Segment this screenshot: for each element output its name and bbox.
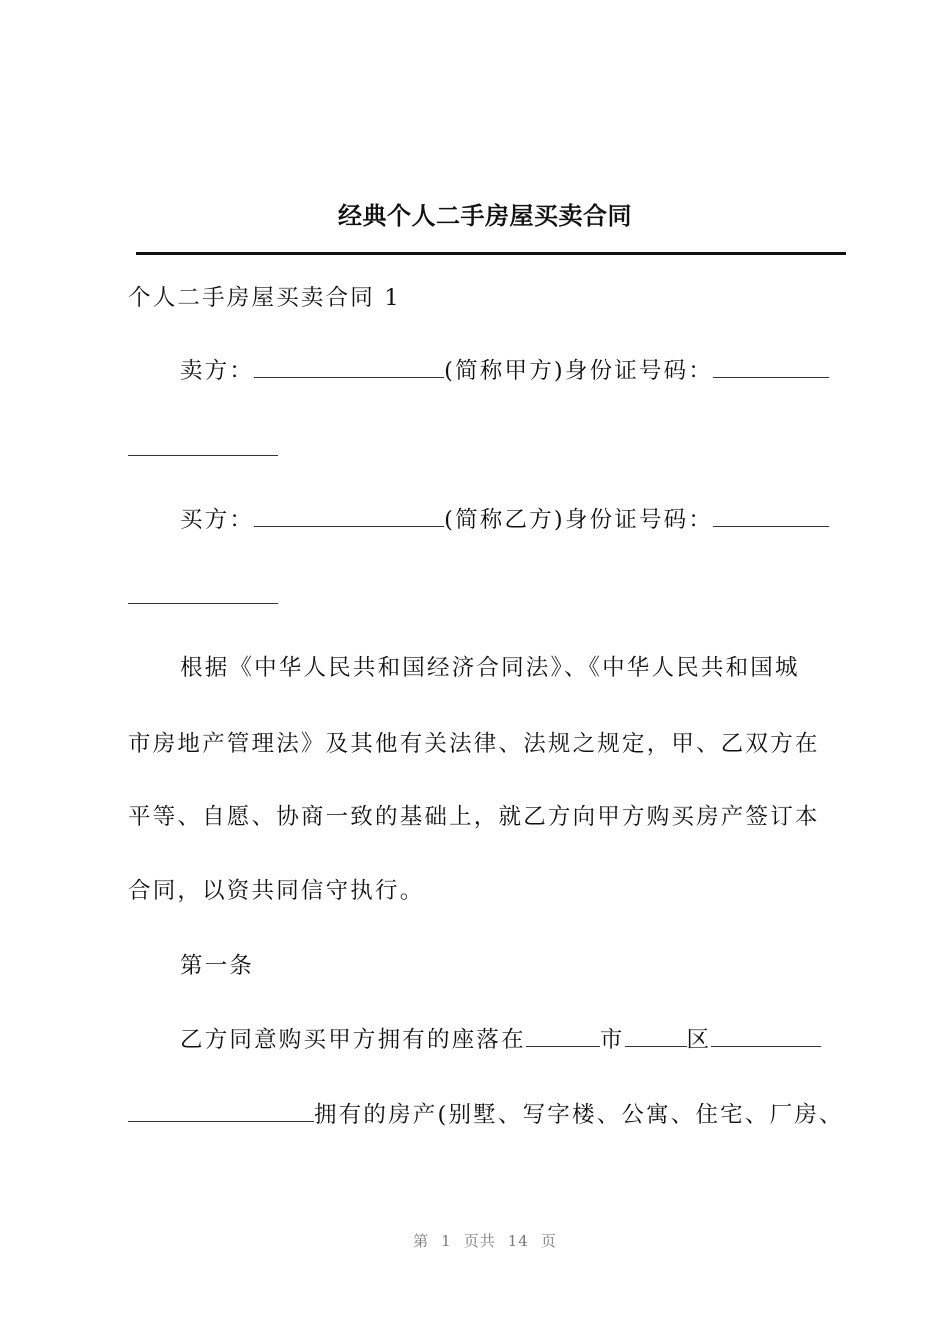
buyer-line xyxy=(180,505,843,535)
seller-line xyxy=(180,356,843,386)
footer-page-of: 页共 xyxy=(463,1232,496,1250)
district-label: 区 xyxy=(686,1027,712,1053)
document-title: 经典个人二手房屋买卖合同 xyxy=(338,202,632,230)
preamble-line: 根据《中华人民共和国经济合同法》、《中华人民共和国城 xyxy=(180,655,800,681)
article-heading: 第一条 xyxy=(180,953,255,979)
article1-line xyxy=(128,1100,843,1130)
footer-total-pages: 14 xyxy=(507,1232,529,1250)
city-label: 市 xyxy=(599,1027,625,1053)
address-blank xyxy=(711,1026,821,1047)
preamble-line: 市房地产管理法》及其他有关法律、法规之规定，甲、乙双方在 xyxy=(128,731,820,757)
city-blank xyxy=(526,1026,600,1047)
footer-page-label: 第 xyxy=(413,1232,430,1250)
title-underline xyxy=(136,252,846,255)
article1-text: 乙方同意购买甲方拥有的座落在 xyxy=(180,1027,526,1053)
buyer-abbr: (简称乙方)身份证号码： xyxy=(444,507,714,533)
seller-id-blank xyxy=(713,357,829,378)
footer-page-number: 1 xyxy=(441,1232,452,1250)
address-blank-continued xyxy=(128,1101,314,1122)
article1-line xyxy=(180,1025,843,1055)
district-blank xyxy=(625,1026,687,1047)
buyer-name-blank xyxy=(254,506,444,527)
seller-label: 卖方： xyxy=(180,358,255,384)
buyer-id-blank xyxy=(713,506,829,527)
seller-abbr: (简称甲方)身份证号码： xyxy=(444,358,714,384)
buyer-label: 买方： xyxy=(180,507,255,533)
document-subtitle: 个人二手房屋买卖合同 1 xyxy=(128,285,401,311)
footer-page-suffix: 页 xyxy=(540,1232,557,1250)
seller-id-blank-continued xyxy=(128,455,278,456)
seller-name-blank xyxy=(254,357,444,378)
preamble-line: 合同，以资共同信守执行。 xyxy=(128,878,425,904)
buyer-id-blank-continued xyxy=(128,603,278,604)
preamble-line: 平等、自愿、协商一致的基础上，就乙方向甲方购买房产签订本 xyxy=(128,804,820,830)
article1-text: 拥有的房产(别墅、写字楼、公寓、住宅、厂房、 xyxy=(314,1102,844,1128)
page-footer xyxy=(0,1230,950,1251)
